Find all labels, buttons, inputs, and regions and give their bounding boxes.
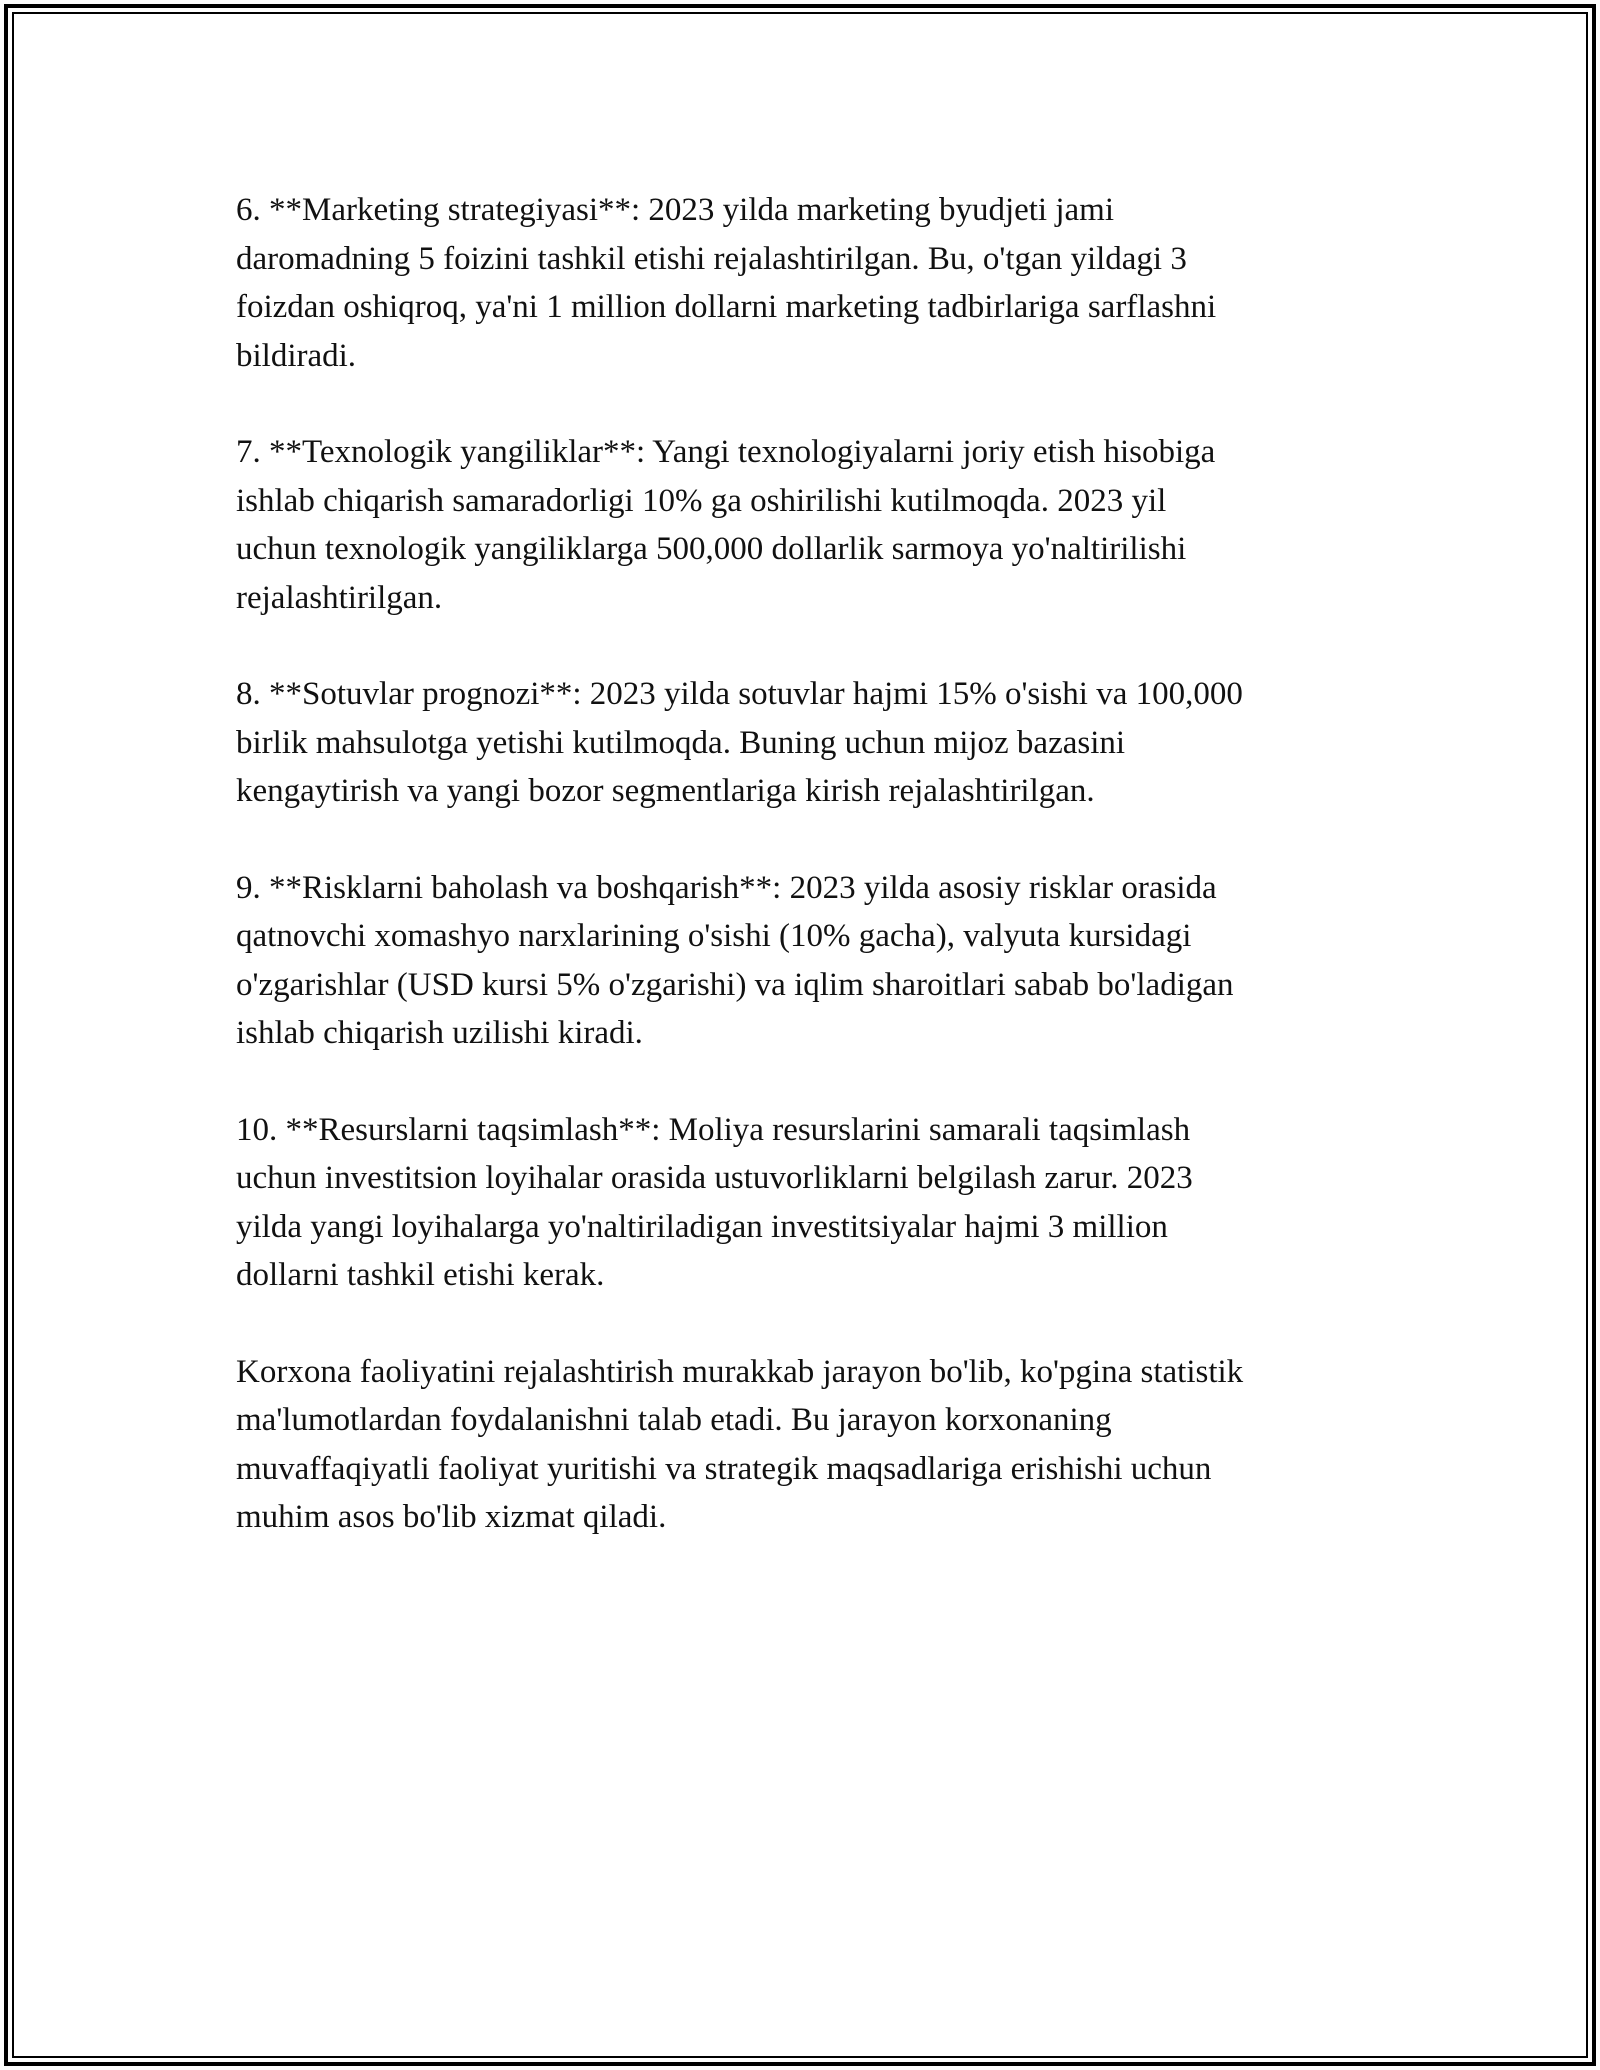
text-line: daromadning 5 foizini tashkil etishi rejalashtirilgan. Bu, o'tgan yildagi 3 — [236, 240, 1187, 277]
text-line: uchun investitsion loyihalar orasida ustuvorliklarni belgilash zarur. 2023 — [236, 1160, 1193, 1196]
text-line: ishlab chiqarish uzilishi kiradi. — [236, 1015, 643, 1051]
document-body — [236, 186, 1366, 1590]
text-line: rejalashtirilgan. — [236, 579, 443, 616]
text-line: 10. **Resurslarni taqsimlash**: Moliya resurslarini samarali taqsimlash — [236, 1111, 1191, 1148]
paragraph-technology-innovations — [236, 428, 1366, 622]
text-line: uchun texnologik yangiliklarga 500,000 dollarlik sarmoya yo'naltirilishi — [236, 531, 1187, 567]
paragraph-risk-management — [236, 864, 1366, 1058]
text-line: 9. **Risklarni baholash va boshqarish**: 2023 yilda asosiy risklar orasida — [236, 869, 1217, 906]
text-line: ma'lumotlardan foydalanishni talab etadi. Bu jarayon korxonaning — [236, 1402, 1112, 1438]
text-line: yilda yangi loyihalarga yo'naltiriladigan investitsiyalar hajmi 3 million — [236, 1208, 1168, 1245]
text-line: muhim asos bo'lib xizmat qiladi. — [236, 1499, 667, 1535]
paragraph-marketing-strategy — [236, 186, 1366, 380]
text-line: 6. **Marketing strategiyasi**: 2023 yilda marketing byudjeti jami — [236, 192, 1114, 228]
text-line: foizdan oshiqroq, ya'ni 1 million dollarni marketing tadbirlariga sarflashni — [236, 289, 1217, 325]
text-line: qatnovchi xomashyo narxlarining o'sishi (10% gacha), valyuta kursidagi — [236, 918, 1192, 954]
text-line: muvaffaqiyatli faoliyat yuritishi va strategik maqsadlariga erishishi uchun — [236, 1450, 1212, 1487]
text-line: kengaytirish va yangi bozor segmentlariga kirish rejalashtirilgan. — [236, 773, 1095, 809]
text-line: 8. **Sotuvlar prognozi**: 2023 yilda sotuvlar hajmi 15% o'sishi va 100,000 — [236, 676, 1243, 712]
text-line: o'zgarishlar (USD kursi 5% o'zgarishi) va iqlim sharoitlari sabab bo'ladigan — [236, 966, 1234, 1003]
text-line: Korxona faoliyatini rejalashtirish murakkab jarayon bo'lib, ko'pgina statistik — [236, 1353, 1244, 1390]
text-line: birlik mahsulotga yetishi kutilmoqda. Buning uchun mijoz bazasini — [236, 724, 1126, 761]
text-line: dollarni tashkil etishi kerak. — [236, 1257, 605, 1293]
text-line: 7. **Texnologik yangiliklar**: Yangi texnologiyalarni joriy etish hisobiga — [236, 434, 1216, 470]
text-line: ishlab chiqarish samaradorligi 10% ga oshirilishi kutilmoqda. 2023 yil — [236, 482, 1167, 519]
paragraph-sales-forecast — [236, 670, 1366, 816]
paragraph-resource-allocation — [236, 1106, 1366, 1300]
text-line: bildiradi. — [236, 337, 357, 374]
paragraph-conclusion — [236, 1348, 1366, 1542]
